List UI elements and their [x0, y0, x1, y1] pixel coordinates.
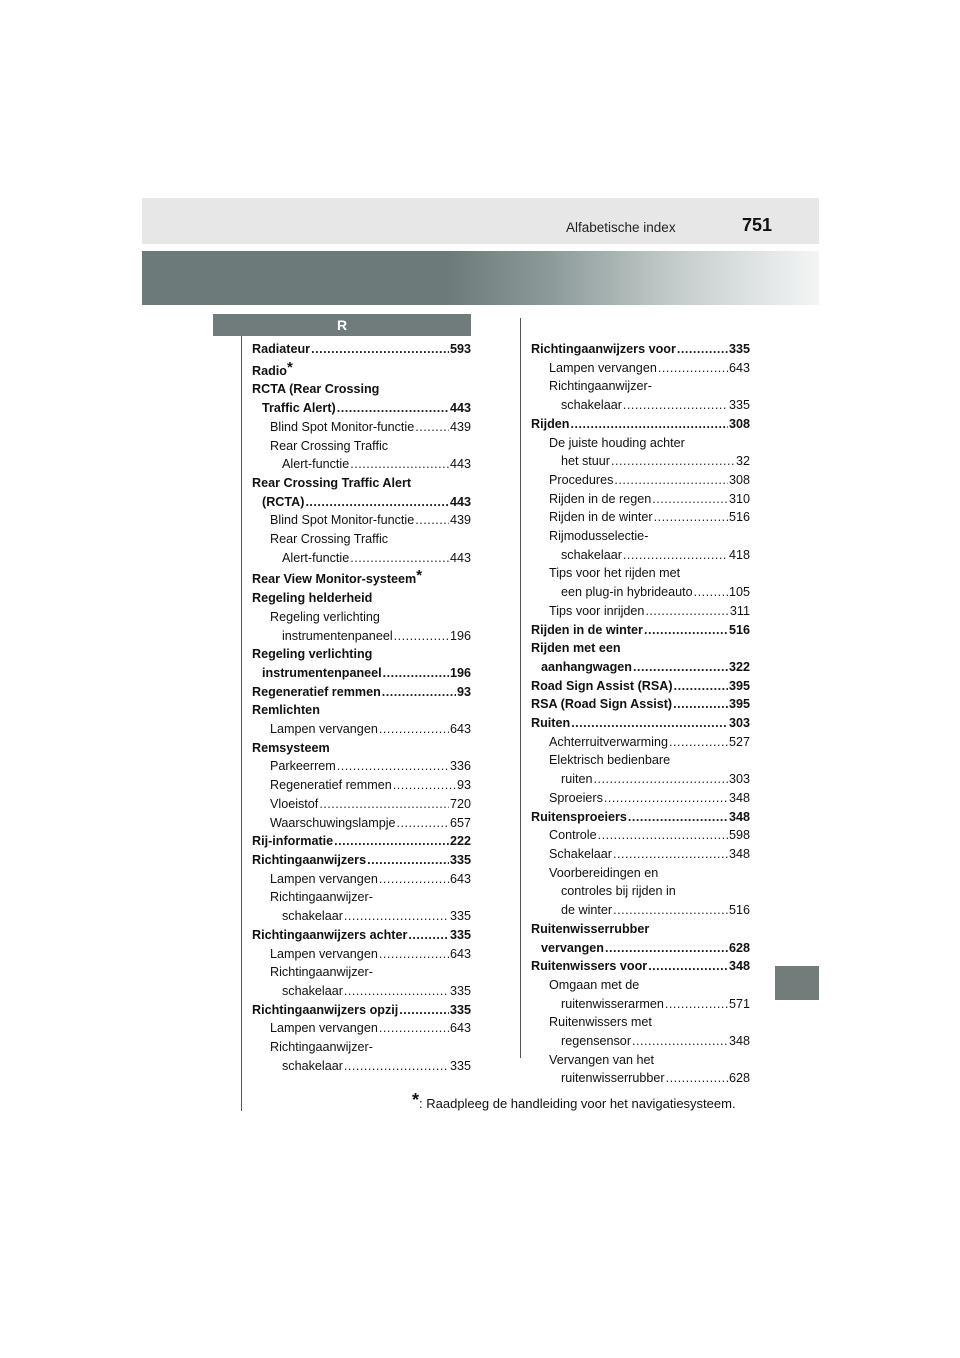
index-entry: [531, 901, 750, 920]
index-entry: [252, 1038, 471, 1057]
dot-leader: [674, 677, 728, 696]
index-entry: [531, 621, 750, 640]
section-letter-tab: R: [213, 314, 471, 336]
index-entry-page: 657: [449, 815, 471, 830]
index-entry-page: 335: [449, 983, 471, 998]
index-entry: [531, 546, 750, 565]
index-entry-term: Ruitenwissers met: [549, 1015, 652, 1030]
dot-leader: [598, 826, 728, 845]
index-entry-term: Sproeiers: [549, 790, 603, 805]
dot-leader: [394, 627, 449, 646]
dot-leader: [379, 945, 449, 964]
index-entry-page: 443: [449, 401, 471, 416]
index-entry-term: vervangen: [541, 940, 604, 955]
dot-leader: [658, 359, 728, 378]
index-entry-term: Vervangen van het: [549, 1052, 655, 1067]
index-entry: [531, 770, 750, 789]
index-entry: [531, 733, 750, 752]
index-entry-term: Voorbereidingen en: [549, 865, 659, 880]
dot-leader: [623, 546, 728, 565]
index-entry-term: aanhangwagen: [541, 659, 632, 674]
dot-leader: [337, 399, 449, 418]
footnote-marker: *: [412, 1090, 420, 1110]
index-entry-term: Alert-functie: [282, 457, 350, 472]
index-entry-page: 628: [728, 940, 750, 955]
index-entry-page: 516: [728, 622, 750, 637]
dot-leader: [397, 814, 449, 833]
index-entry-page: 593: [449, 342, 471, 356]
index-entry-term: Rijmodusselectie-: [549, 529, 649, 544]
index-entry-page: 418: [728, 547, 750, 562]
index-entry-page: 720: [449, 796, 471, 811]
index-entry: [252, 982, 471, 1001]
index-entry-page: 222: [449, 834, 471, 849]
index-entry: [531, 695, 750, 714]
index-entry-page: 335: [728, 342, 750, 356]
index-entry-term: Rijden: [531, 416, 570, 431]
index-entry-term: Ruitenwissers voor: [531, 959, 648, 974]
left-margin-rule: [241, 336, 242, 1111]
index-entry: [252, 701, 471, 720]
dot-leader: [379, 1019, 449, 1038]
index-entry-term: (RCTA): [262, 494, 305, 509]
dot-leader: [666, 1069, 728, 1088]
dot-leader: [611, 452, 735, 471]
index-entry-term: Rijden in de winter: [531, 622, 643, 637]
index-entry-term: Parkeerrem: [270, 759, 336, 774]
dot-leader: [665, 995, 728, 1014]
dot-leader: [613, 901, 728, 920]
index-entry-term: De juiste houding achter: [549, 435, 685, 450]
index-entry-page: 643: [728, 360, 750, 375]
index-entry-page: 311: [729, 603, 750, 618]
index-entry: [531, 808, 750, 827]
section-title: Alfabetische index: [566, 220, 676, 235]
index-entry-page: 308: [728, 472, 750, 487]
index-entry-term: Remlichten: [252, 703, 320, 718]
index-entry: [531, 995, 750, 1014]
index-entry: [531, 864, 750, 883]
index-entry: [252, 399, 471, 418]
index-entry-term: Rear Crossing Traffic: [270, 438, 389, 453]
index-entry-term: Radio: [252, 363, 287, 378]
dot-leader: [677, 340, 728, 359]
index-entry: [531, 508, 750, 527]
index-entry: [531, 639, 750, 658]
footnote: [412, 1090, 736, 1111]
index-entry: [252, 418, 471, 437]
index-entry-term: het stuur: [561, 454, 611, 469]
index-entry-page: 628: [728, 1071, 750, 1086]
index-entry-term: Radiateur: [252, 342, 311, 356]
index-entry-term: Remsysteem: [252, 740, 330, 755]
index-entry-term: schakelaar: [282, 1058, 343, 1073]
dot-leader: [633, 658, 728, 677]
index-entry-term: Vloeistof: [270, 796, 319, 811]
index-entry-term: Alert-functie: [282, 550, 350, 565]
index-entry: [252, 739, 471, 758]
index-entry-term: Richtingaanwijzers voor: [531, 342, 676, 356]
index-entry: [252, 493, 471, 512]
index-entry: [252, 776, 471, 795]
dot-leader: [408, 926, 449, 945]
index-entry-term: regensensor: [561, 1034, 632, 1049]
index-entry-term: schakelaar: [282, 983, 343, 998]
index-entry-term: een plug-in hybrideauto: [561, 585, 693, 600]
index-entry-page: 439: [449, 419, 471, 434]
dot-leader: [350, 549, 449, 568]
index-entry: [531, 826, 750, 845]
index-entry: [252, 474, 471, 493]
index-entry-page: 348: [728, 790, 750, 805]
index-entry-page: 348: [728, 1034, 750, 1049]
dot-leader: [669, 733, 728, 752]
index-entry-term: Richtingaanwijzer-: [270, 890, 373, 905]
dot-leader: [393, 776, 456, 795]
index-entry: [252, 664, 471, 683]
index-entry: [252, 567, 471, 589]
index-entry-page: 443: [449, 550, 471, 565]
dot-leader: [382, 683, 456, 702]
index-entry: [252, 814, 471, 833]
dot-leader: [311, 340, 449, 359]
index-entry: [252, 359, 471, 381]
index-entry-term: Achterruitverwarming: [549, 734, 668, 749]
header-bar: [142, 198, 819, 244]
index-entry-term: Regeling helderheid: [252, 591, 373, 606]
index-entry-term: Rijden in de regen: [549, 491, 652, 506]
index-entry-term: Rij-informatie: [252, 834, 334, 849]
index-entry-term: Richtingaanwijzers achter: [252, 927, 408, 942]
index-entry-term: Ruitensproeiers: [531, 809, 627, 824]
chapter-thumb-tab: [775, 966, 819, 1000]
index-entry: [252, 851, 471, 870]
index-entry-term: Richtingaanwijzers: [252, 852, 367, 867]
index-entry: [252, 795, 471, 814]
index-column-left: [252, 340, 471, 1075]
dot-leader: [350, 455, 449, 474]
index-entry: [252, 380, 471, 399]
index-entry-page: 439: [449, 513, 471, 528]
index-entry: [531, 714, 750, 733]
index-entry-page: 335: [449, 852, 471, 867]
dot-leader: [344, 1057, 449, 1076]
index-entry: [531, 490, 750, 509]
index-entry: [252, 1019, 471, 1038]
index-entry-page: 643: [449, 946, 471, 961]
index-entry-page: 303: [728, 716, 750, 731]
index-entry-page: 335: [728, 398, 750, 413]
index-entry-page: 395: [728, 697, 750, 712]
dot-leader: [305, 493, 449, 512]
index-entry-term: controles bij rijden in: [561, 884, 676, 899]
index-entry-term: ruiten: [561, 772, 593, 787]
index-entry-term: Richtingaanwijzer-: [270, 965, 373, 980]
index-entry: [252, 683, 471, 702]
index-entry-page: 105: [728, 585, 750, 600]
index-entry: [252, 1057, 471, 1076]
index-entry: [531, 396, 750, 415]
index-entry: [252, 945, 471, 964]
footnote-star-marker: *: [286, 358, 293, 376]
index-entry: [531, 845, 750, 864]
dot-leader: [334, 832, 449, 851]
index-entry-term: Rijden met een: [531, 641, 621, 656]
dot-leader: [344, 907, 449, 926]
index-entry: [252, 340, 471, 359]
index-entry-page: 310: [728, 491, 750, 506]
index-entry-page: 93: [456, 778, 471, 793]
index-entry-term: Tips voor het rijden met: [549, 566, 681, 581]
column-divider: [520, 318, 521, 1058]
dot-leader: [594, 770, 728, 789]
index-entry: [531, 1069, 750, 1088]
index-entry: [252, 963, 471, 982]
index-entry-page: 335: [449, 909, 471, 924]
index-entry: [252, 907, 471, 926]
index-entry-page: 308: [728, 416, 750, 431]
index-entry-term: schakelaar: [561, 547, 622, 562]
index-entry-page: 643: [449, 722, 471, 737]
dot-leader: [379, 870, 449, 889]
index-entry-page: 516: [728, 510, 750, 525]
index-entry-page: 643: [449, 871, 471, 886]
index-entry-term: Rear View Monitor-systeem: [252, 572, 417, 587]
dot-leader: [415, 511, 449, 530]
index-entry: [531, 527, 750, 546]
index-entry: [531, 939, 750, 958]
index-entry-term: Ruitenwisserrubber: [531, 921, 650, 936]
dot-leader: [673, 695, 728, 714]
index-entry: [531, 340, 750, 359]
index-entry-term: Lampen vervangen: [270, 722, 378, 737]
dot-leader: [648, 957, 728, 976]
index-entry: [531, 452, 750, 471]
index-entry-page: 527: [728, 734, 750, 749]
index-entry: [252, 549, 471, 568]
index-entry-term: Controle: [549, 828, 597, 843]
dot-leader: [613, 845, 728, 864]
index-entry: [531, 471, 750, 490]
index-entry-term: Elektrisch bedienbare: [549, 753, 671, 768]
index-entry-term: RCTA (Rear Crossing: [252, 382, 380, 397]
index-entry: [531, 751, 750, 770]
index-entry-term: schakelaar: [282, 909, 343, 924]
index-entry: [252, 870, 471, 889]
index-entry: [252, 627, 471, 646]
index-entry-term: RSA (Road Sign Assist): [531, 697, 673, 712]
dot-leader: [319, 795, 449, 814]
index-entry: [531, 564, 750, 583]
dot-leader: [694, 583, 728, 602]
index-entry-page: 443: [449, 494, 471, 509]
index-entry-page: 395: [728, 678, 750, 693]
index-entry-term: Lampen vervangen: [549, 360, 657, 375]
index-entry-page: 322: [728, 659, 750, 674]
dot-leader: [605, 939, 728, 958]
index-entry: [252, 511, 471, 530]
index-entry-page: 571: [728, 996, 750, 1011]
index-entry-page: 335: [449, 1058, 471, 1073]
dot-leader: [415, 418, 449, 437]
index-entry-page: 348: [728, 959, 750, 974]
index-entry-term: Tips voor inrijden: [549, 603, 645, 618]
index-entry: [252, 1001, 471, 1020]
index-entry: [252, 926, 471, 945]
index-entry-term: Regeneratief remmen: [252, 684, 381, 699]
dot-leader: [367, 851, 449, 870]
dot-leader: [628, 808, 728, 827]
index-entry-term: Schakelaar: [549, 846, 613, 861]
index-entry-page: 598: [728, 828, 750, 843]
index-entry-term: Regeling verlichting: [270, 609, 380, 624]
index-entry-term: Ruiten: [531, 716, 571, 731]
header-gradient-band: [142, 251, 819, 305]
dot-leader: [379, 720, 449, 739]
index-entry-term: Richtingaanwijzers opzij: [252, 1002, 399, 1017]
index-entry-term: Richtingaanwijzer-: [270, 1040, 373, 1055]
index-entry-term: Regeneratief remmen: [270, 778, 392, 793]
index-entry-page: 196: [449, 665, 471, 680]
index-entry-term: Traffic Alert): [262, 401, 336, 416]
index-entry: [252, 437, 471, 456]
dot-leader: [614, 471, 728, 490]
index-entry-page: 93: [456, 684, 471, 699]
index-entry: [252, 888, 471, 907]
footnote-text: : Raadpleeg de handleiding voor het navigatiesysteem.: [419, 1096, 736, 1111]
index-entry: [252, 720, 471, 739]
index-entry-term: instrumentenpaneel: [282, 628, 393, 643]
dot-leader: [623, 396, 728, 415]
index-entry-term: Waarschuwingslampje: [270, 815, 396, 830]
index-entry-term: Lampen vervangen: [270, 1021, 378, 1036]
index-entry: [531, 415, 750, 434]
index-entry-term: Omgaan met de: [549, 977, 640, 992]
index-entry-page: 443: [449, 457, 471, 472]
dot-leader: [571, 714, 728, 733]
index-entry-term: Procedures: [549, 472, 614, 487]
index-entry-term: Rijden in de winter: [549, 510, 653, 525]
index-entry: [531, 1032, 750, 1051]
index-entry-term: instrumentenpaneel: [262, 665, 382, 680]
index-entry: [531, 957, 750, 976]
index-entry: [531, 359, 750, 378]
index-entry-page: 643: [449, 1021, 471, 1036]
index-column-right: [531, 340, 750, 1088]
index-entry-term: schakelaar: [561, 398, 622, 413]
dot-leader: [399, 1001, 449, 1020]
index-entry-term: ruitenwisserarmen: [561, 996, 664, 1011]
index-entry-term: Rear Crossing Traffic: [270, 532, 389, 547]
index-entry-term: Richtingaanwijzer-: [549, 379, 652, 394]
dot-leader: [344, 982, 449, 1001]
index-entry: [252, 645, 471, 664]
index-entry: [531, 1013, 750, 1032]
index-entry: [531, 434, 750, 453]
dot-leader: [337, 757, 449, 776]
index-entry: [252, 455, 471, 474]
index-entry: [531, 658, 750, 677]
page-number: 751: [742, 215, 773, 235]
index-entry-term: Road Sign Assist (RSA): [531, 678, 673, 693]
index-entry: [252, 530, 471, 549]
index-entry: [531, 602, 750, 621]
index-entry-page: 335: [449, 927, 471, 942]
dot-leader: [632, 1032, 728, 1051]
dot-leader: [645, 602, 728, 621]
index-entry-page: 335: [449, 1002, 471, 1017]
index-entry-page: 196: [449, 628, 471, 643]
index-entry-term: Blind Spot Monitor-functie: [270, 419, 415, 434]
index-entry-term: Lampen vervangen: [270, 946, 378, 961]
index-entry: [531, 789, 750, 808]
dot-leader: [604, 789, 728, 808]
dot-leader: [383, 664, 449, 683]
index-entry-term: de winter: [561, 903, 613, 918]
index-entry-term: ruitenwisserrubber: [561, 1071, 665, 1086]
dot-leader: [570, 415, 728, 434]
index-entry-page: 336: [449, 759, 471, 774]
index-entry: [531, 377, 750, 396]
index-entry: [252, 832, 471, 851]
index-entry-page: 303: [728, 772, 750, 787]
dot-leader: [654, 508, 728, 527]
index-entry-page: 516: [728, 903, 750, 918]
dot-leader: [652, 490, 728, 509]
index-entry-term: Blind Spot Monitor-functie: [270, 513, 415, 528]
index-entry: [252, 589, 471, 608]
index-entry: [531, 1051, 750, 1070]
index-entry: [252, 757, 471, 776]
index-entry: [531, 920, 750, 939]
index-entry-page: 348: [728, 846, 750, 861]
index-entry: [531, 976, 750, 995]
dot-leader: [644, 621, 728, 640]
index-entry-page: 32: [735, 454, 750, 469]
index-entry-term: Rear Crossing Traffic Alert: [252, 475, 412, 490]
footnote-star-marker: *: [416, 567, 423, 585]
index-entry: [531, 677, 750, 696]
index-entry-page: 348: [728, 809, 750, 824]
index-entry-term: Lampen vervangen: [270, 871, 378, 886]
index-entry-term: Regeling verlichting: [252, 647, 373, 662]
index-entry: [252, 608, 471, 627]
index-entry: [531, 882, 750, 901]
index-entry: [531, 583, 750, 602]
